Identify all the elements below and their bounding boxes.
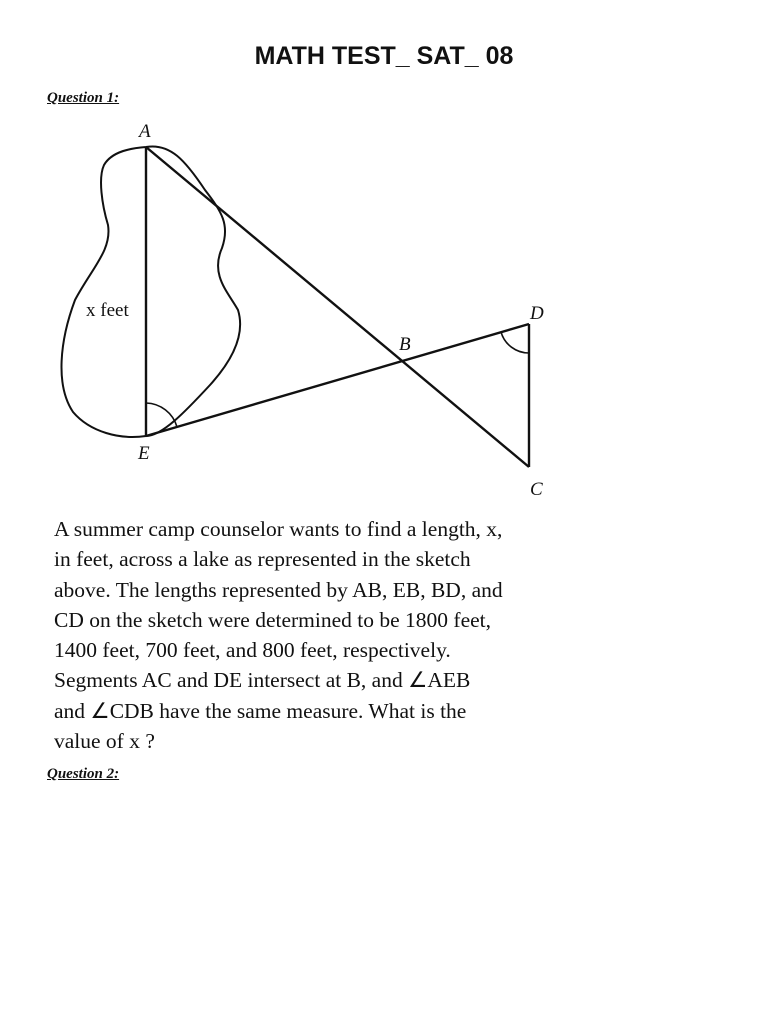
point-label-A: A — [139, 121, 151, 142]
lake-sketch-figure — [40, 118, 580, 508]
point-label-E: E — [138, 443, 150, 464]
lake-outline — [61, 146, 240, 437]
question-1-line-4: CD on the sketch were determined to be 1800 feet, — [54, 607, 492, 632]
question-1-line-1: A summer camp counselor wants to find a length, x, — [54, 517, 503, 541]
question-1-label: Question 1: — [47, 90, 120, 106]
question-1-text — [54, 514, 594, 756]
question-1-line-8: value of x ? — [54, 729, 155, 754]
question-1-line-2: in feet, across a lake as represented in the sketch — [54, 547, 471, 572]
angle-arc-CDB — [501, 332, 529, 353]
question-1-line-3: above. The lengths represented by AB, EB, BD, and — [54, 577, 503, 602]
page-title: MATH TEST_ SAT_ 08 — [254, 42, 514, 70]
point-label-C: C — [530, 479, 543, 500]
side-label-x-feet: x feet — [86, 300, 129, 321]
question-2-label: Question 2: — [47, 766, 120, 782]
lake-sketch-svg — [40, 118, 580, 508]
question-1-line-5: 1400 feet, 700 feet, and 800 feet, respectively. — [54, 638, 451, 663]
question-1-line-6: Segments AC and DE intersect at B, and ∠AEB — [54, 668, 471, 693]
question-1-line-7: and ∠CDB have the same measure. What is the — [54, 698, 467, 723]
point-label-B: B — [399, 334, 411, 355]
point-label-D: D — [530, 303, 544, 324]
